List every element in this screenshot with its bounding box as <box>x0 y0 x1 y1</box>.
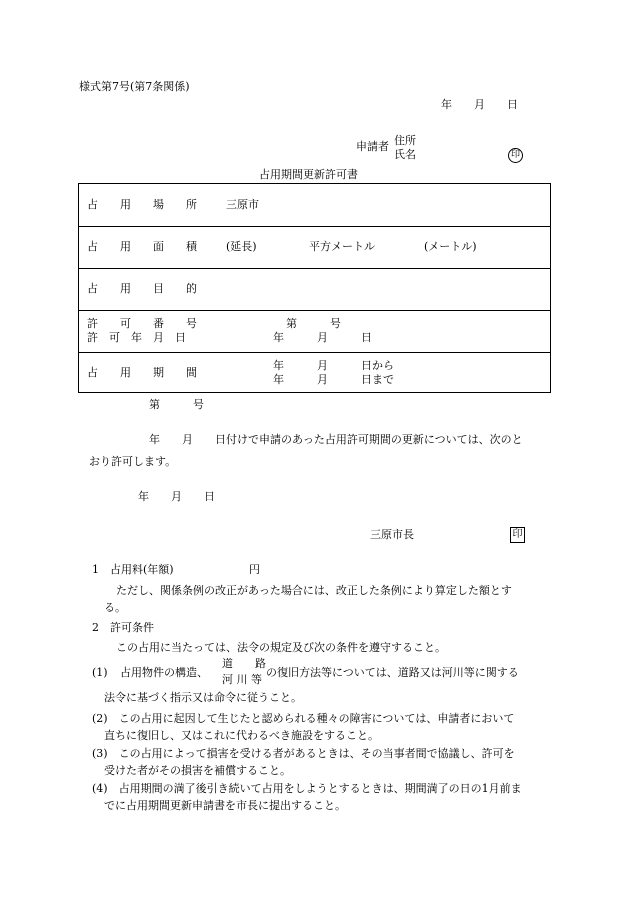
applicant-label: 申請者 <box>356 140 389 153</box>
conditions-intro: この占用に当たっては、法令の規定及び次の条件を遵守すること。 <box>116 641 446 654</box>
location-label: 占 用 場 所 <box>87 198 197 211</box>
area-label: 占 用 面 積 <box>87 240 197 253</box>
date-line: 年 月 日 <box>441 98 518 111</box>
location-value: 三原市 <box>226 198 259 211</box>
fee-heading: 1 占用料(年額) <box>92 563 174 576</box>
item1-line2: 法令に基づく指示又は命令に従うこと。 <box>104 691 302 704</box>
fee-unit: 円 <box>249 563 260 576</box>
item1-road: 道 路 <box>222 657 266 670</box>
row-period <box>79 352 550 394</box>
form-number: 様式第7号(第7条関係) <box>79 80 190 93</box>
item4-line1: (4) 占用期間の満了後引き続いて占用をしようとするときは、期間満了の日の1月前ま <box>92 782 522 795</box>
doc-number: 第 号 <box>149 398 204 411</box>
fee-note-1: ただし、関係条例の改正があった場合には、改正した条例により算定した額とす <box>116 584 512 597</box>
row-permit <box>79 310 550 353</box>
permit-date-label: 許 可 年 月 日 <box>87 331 186 344</box>
purpose-label: 占 用 目 的 <box>87 282 197 295</box>
fee-note-2: る。 <box>104 601 126 614</box>
address-label: 住所 <box>394 134 416 147</box>
row-purpose <box>79 268 550 311</box>
item2-line2: 直ちに復旧し、又はこれに代わるべき施設をすること。 <box>104 729 379 742</box>
area-extension: (延長) <box>226 240 257 253</box>
item1-pre: 占用物件の構造、 <box>120 666 208 679</box>
item3-line2: 受けた者がその損害を補償すること。 <box>104 764 291 777</box>
permit-no-value: 第 号 <box>286 317 341 330</box>
permit-no-label: 許 可 番 号 <box>87 317 197 330</box>
main-text-1: 年 月 日付けで申請のあった占用許可期間の更新については、次のと <box>149 433 523 446</box>
item3-line1: (3) この占用によって損害を受ける者があるときは、その当事者間で協議し、許可を <box>92 747 515 760</box>
item1-river: 河 川 等 <box>222 673 262 686</box>
main-text-2: おり許可します。 <box>89 455 177 468</box>
area-m: (メートル) <box>424 240 477 253</box>
item1-post: の復旧方法等については、道路又は河川等に関する <box>266 666 519 679</box>
conditions-heading: 2 許可条件 <box>92 621 154 634</box>
row-location <box>79 184 550 227</box>
item1-number: (1) <box>92 666 108 679</box>
item4-line2: でに占用期間更新申請書を市長に提出すること。 <box>104 799 346 812</box>
mayor-seal-icon: 印 <box>510 527 525 543</box>
mayor-name: 三原市長 <box>370 528 414 541</box>
period-label: 占 用 期 間 <box>87 366 197 379</box>
period-to: 年 月 日まで <box>273 373 394 386</box>
name-label: 氏名 <box>394 148 416 161</box>
item2-line1: (2) この占用に起因して生じたと認められる種々の障害については、申請者において <box>92 712 515 725</box>
issue-date: 年 月 日 <box>138 490 215 503</box>
page-title: 占用期間更新許可書 <box>259 168 358 181</box>
row-area <box>79 226 550 269</box>
seal-icon: 印 <box>508 148 523 163</box>
area-sqm: 平方メートル <box>309 240 375 253</box>
permit-date-value: 年 月 日 <box>273 331 372 344</box>
period-from: 年 月 日から <box>273 359 394 372</box>
permit-table <box>78 183 551 393</box>
